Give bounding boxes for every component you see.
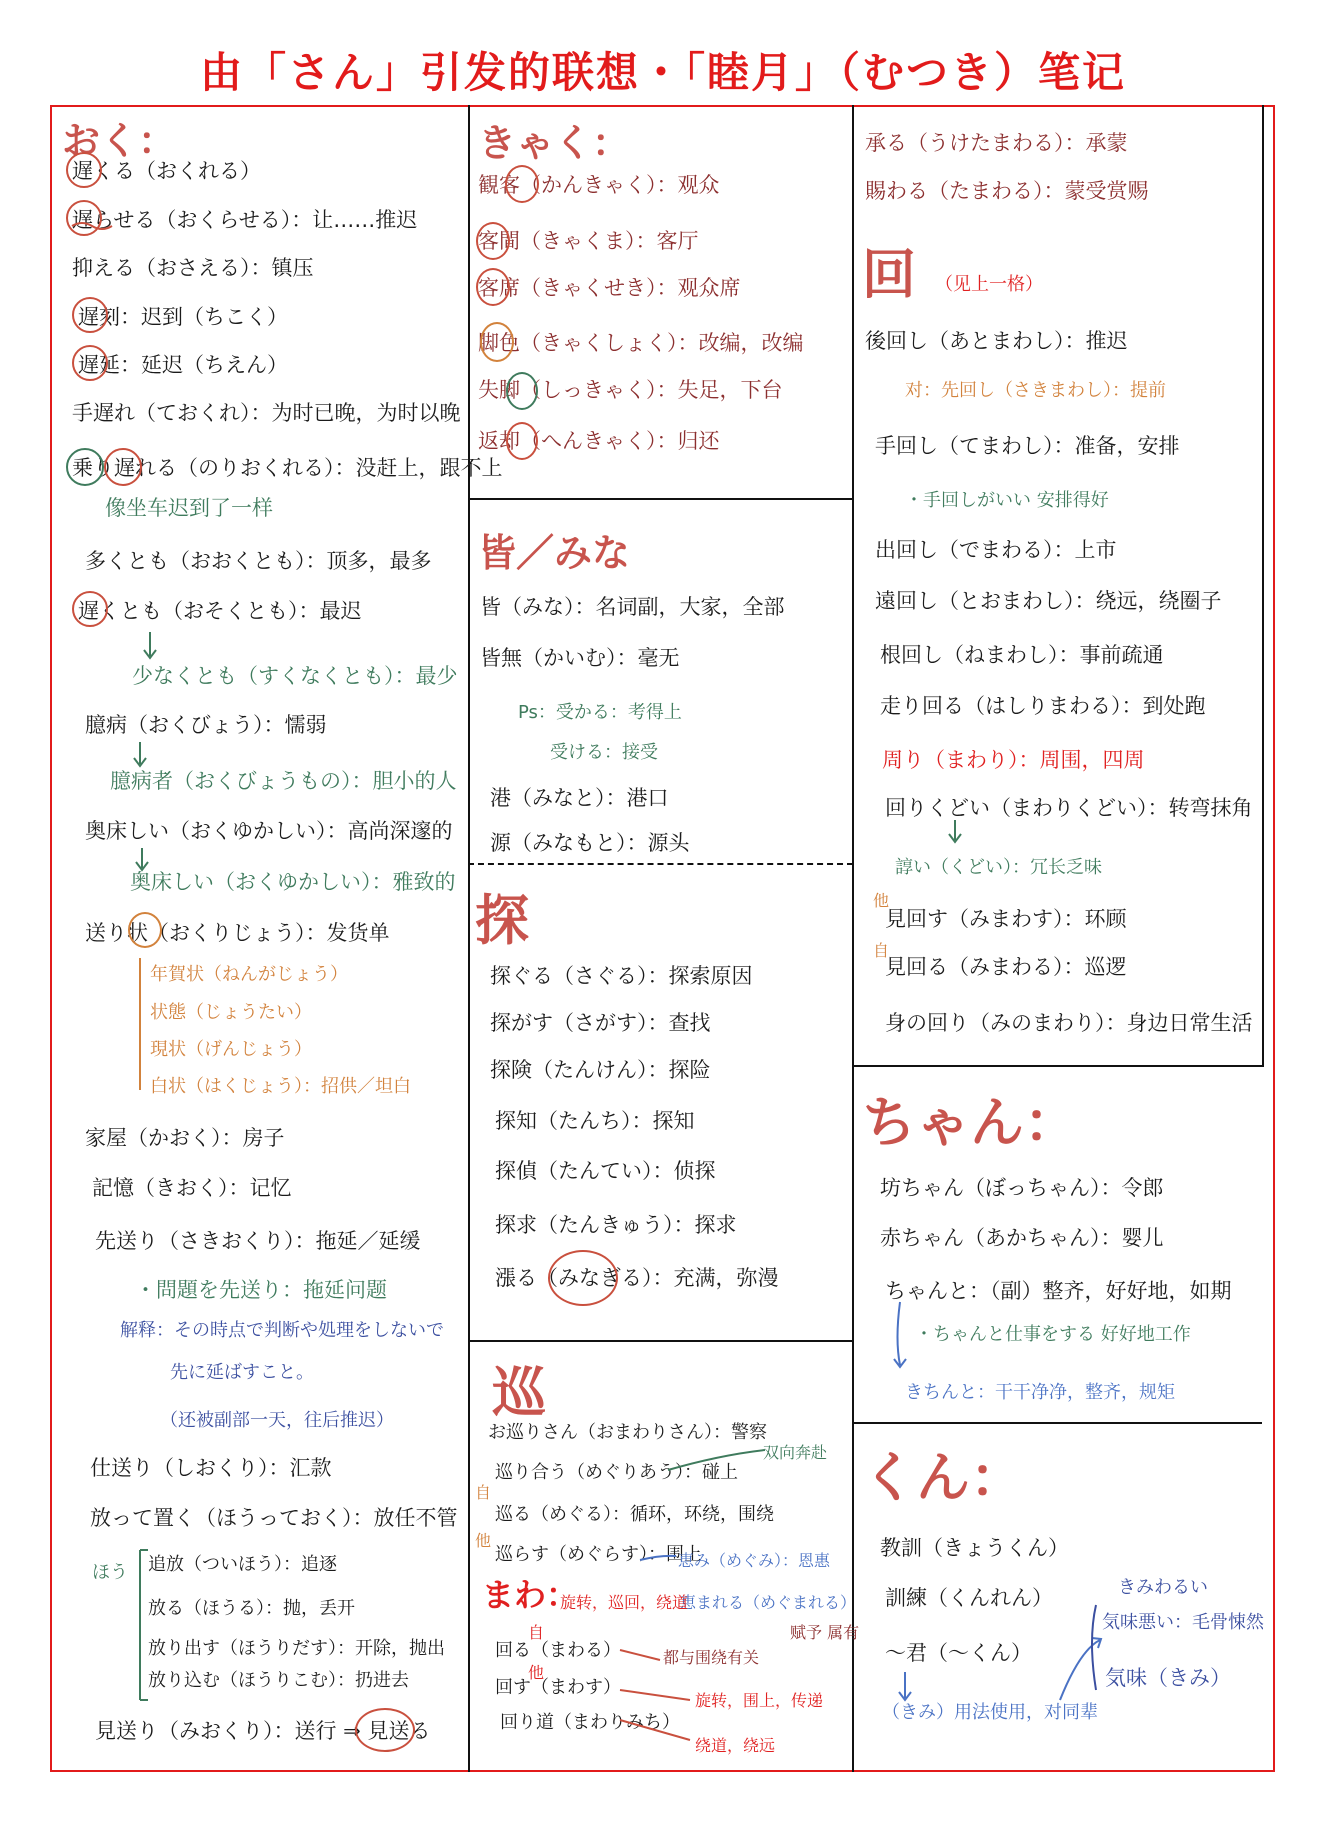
separator-kyaku [468, 498, 853, 500]
divider-col2 [852, 105, 854, 1772]
col3-kun-6: 気味悪い：毛骨悚然 [1102, 1612, 1264, 1633]
circle-mark [506, 422, 538, 460]
col1-line-26: 先に延ばすこと。 [170, 1362, 314, 1383]
col3-kai-2: 对：先回し（さきまわし）：提前 [905, 380, 1166, 401]
col1-line-20: 白状（はくじょう）：招供／坦白 [150, 1076, 411, 1097]
col2-tan-3: 探険（たんけん）：探险 [490, 1058, 711, 1082]
col3-kun-2: 訓練（くんれん） [885, 1586, 1053, 1610]
col2-kyaku-2: 客間（きゃくま）：客厅 [478, 229, 699, 253]
col2-jun-6: 恵み（めぐみ）：恩惠 [678, 1551, 831, 1570]
col1-line-22: 記憶（きおく）：记忆 [92, 1176, 292, 1200]
col2-tan-4: 探知（たんち）：探知 [495, 1109, 695, 1133]
circle-mark [104, 448, 142, 486]
col3-chan-3: ちゃんと：（副）整齐，好好地，如期 [885, 1279, 1232, 1303]
col3-chan-2: 赤ちゃん（あかちゃん）：婴儿 [880, 1226, 1164, 1250]
col2-jun-1: お巡りさん（おまわりさん）：警察 [488, 1422, 767, 1443]
separator-chan [852, 1422, 1262, 1424]
col1-line-27: （还被副部一天，往后推迟） [160, 1410, 394, 1431]
col1-line-14: 奥床しい（おくゆかしい）：高尚深邃的 [85, 819, 453, 843]
col2-mina-2: 皆無（かいむ）：毫无 [480, 646, 680, 670]
col1-line-2: 遅らせる（おくらせる）：让……推迟 [72, 208, 418, 232]
mark-ta-1: 他 [475, 1531, 492, 1550]
circle-mark [66, 200, 102, 236]
col1-line-5: 遅延：延迟（ちえん） [78, 353, 288, 377]
col2-kyaku-5: 失脚（しっきゃく）：失足，下台 [478, 378, 783, 402]
circle-mark [72, 297, 108, 333]
col2-jun-12: 都与围绕有关 [663, 1648, 760, 1667]
col1-line-24: ・問題を先送り：拖延问题 [135, 1278, 387, 1302]
col2-kyaku-3: 客席（きゃくせき）：观众席 [478, 276, 741, 300]
col3-top-1: 承る（うけたまわる）：承蒙 [865, 131, 1128, 155]
col2-kyaku-1: 観客（かんきゃく）：观众 [478, 173, 720, 197]
col2-kyaku-4: 脚色（きゃくしょく）：改编，改编 [478, 331, 804, 355]
col2-kyaku-6: 返却（へんきゃく）：归还 [478, 429, 720, 453]
col3-kai-8: 走り回る（はしりまわる）：到处跑 [880, 694, 1206, 718]
circle-mark [66, 152, 102, 188]
col3-kun-4: （きみ）用法使用，对同辈 [882, 1702, 1098, 1723]
col2-jun-3: 双向奔赴 [763, 1443, 828, 1462]
col1-line-18: 状態（じょうたい） [150, 1002, 312, 1023]
col1-line-3: 抑える（おさえる）：镇压 [72, 256, 314, 280]
col2-jun-2: 巡り合う（めぐりあう）：碰上 [495, 1462, 738, 1483]
col1-line-28: 仕送り（しおくり）：汇款 [90, 1456, 332, 1480]
circle-mark [72, 591, 108, 627]
col1-line-23: 先送り（さきおくり）：拖延／延缓 [95, 1229, 421, 1253]
col3-kun-7: 気味（きみ） [1105, 1666, 1231, 1690]
col1-line-8: 像坐车迟到了一样 [105, 496, 273, 520]
col1-line-32: 放り出す（ほうりだす）：开除，抛出 [148, 1638, 445, 1659]
col1-line-16: 送り状（おくりじょう）：发货单 [85, 921, 390, 945]
col2-jun-5: 巡らす（めぐらす）：围上 [495, 1544, 702, 1565]
col3-kai-7: 根回し（ねまわし）：事前疏通 [880, 643, 1164, 667]
col3-kai-12: 見回す（みまわす）：环顾 [885, 907, 1127, 931]
col2-tan-6: 探求（たんきゅう）：探求 [495, 1213, 737, 1237]
col2-jun-7: 恵まれる（めぐまれる） [680, 1593, 857, 1612]
col1-line-9: 多くとも（おおくとも）：顶多，最多 [85, 549, 432, 573]
col3-kai-9: 周り（まわり）：周围，四周 [882, 748, 1145, 772]
col1-line-30: 追放（ついほう）：追逐 [148, 1554, 337, 1575]
col2-mina-3: Ps：受かる：考得上 [518, 702, 682, 723]
circle-mark [548, 1250, 618, 1306]
col2-tan-1: 探ぐる（さぐる）：探索原因 [490, 964, 753, 988]
heading-kai: 回 [862, 243, 916, 306]
col3-kai-1: 後回し（あとまわし）：推迟 [865, 329, 1128, 353]
col1-line-15: 奥床しい（おくゆかしい）：雅致的 [130, 870, 456, 894]
col3-kun-1: 教訓（きょうくん） [880, 1536, 1069, 1560]
col3-kai-11: 諄い（くどい）：冗长乏味 [895, 857, 1102, 878]
circle-mark [480, 322, 514, 362]
page-title: 由「さん」引发的联想・「睦月」（むつき）笔记 [199, 48, 1126, 97]
col2-mina-1: 皆（みな）：名词副，大家，全部 [480, 595, 785, 619]
side-mark-ji: 自 [873, 941, 890, 960]
col3-chan-4: ・ちゃんと仕事をする 好好地工作 [915, 1324, 1191, 1345]
col1-line-17: 年賀状（ねんがじょう） [150, 964, 348, 985]
circle-mark [505, 165, 539, 203]
col2-jun-14: 旋转，围上，传递 [695, 1691, 824, 1710]
col3-kai-3: 手回し（てまわし）：准备，安排 [875, 434, 1180, 458]
col3-chan-1: 坊ちゃん（ぼっちゃん）：令郎 [880, 1176, 1164, 1200]
col3-kun-3: ～君（～くん） [885, 1641, 1032, 1665]
heading-mina: 皆／みな [478, 531, 631, 575]
col1-line-13: 臆病者（おくびょうもの）：胆小的人 [110, 769, 457, 793]
col1-line-21: 家屋（かおく）：房子 [85, 1126, 285, 1150]
col2-tan-7: 漲る（みなぎる）：充满，弥漫 [495, 1266, 779, 1290]
col1-line-34: 見送り（みおくり）：送行 ⇒ 見送る [95, 1719, 431, 1743]
bracket-label-hou: ほう [92, 1562, 128, 1583]
col1-line-33: 放り込む（ほうりこむ）：扔进去 [148, 1670, 409, 1691]
col3-kai-14: 身の回り（みのまわり）：身边日常生活 [885, 1011, 1253, 1035]
side-mark-ta: 他 [873, 891, 890, 910]
col3-top-2: 賜わる（たまわる）：蒙受赏赐 [865, 179, 1149, 203]
col3-kai-5: 出回し（でまわる）：上市 [875, 538, 1117, 562]
circle-mark [355, 1708, 415, 1752]
circle-mark [476, 222, 510, 260]
col1-line-4: 遅刻：迟到（ちこく） [78, 305, 288, 329]
heading-mawa: まわ： [482, 1576, 579, 1614]
col1-line-31: 放る（ほうる）：抛，丢开 [148, 1598, 355, 1619]
col2-tan-5: 探偵（たんてい）：侦探 [495, 1159, 716, 1183]
circle-mark [476, 268, 510, 306]
col2-jun-9: 回る（まわる） [495, 1640, 621, 1661]
col3-chan-5: きちんと：干干净净，整齐，规矩 [905, 1382, 1175, 1403]
separator-tan [468, 1340, 853, 1342]
col1-line-6: 手遅れ（ておくれ）：为时已晚，为时以晚 [72, 401, 461, 425]
col2-jun-11: 回り道（まわりみち） [500, 1712, 680, 1733]
separator-mina-dashed [468, 863, 853, 865]
separator-kai [852, 1065, 1264, 1067]
kai-subnote: （见上一格） [935, 274, 1043, 295]
col1-line-19: 現状（げんじょう） [150, 1039, 312, 1060]
col1-line-1: 遅くる（おくれる） [72, 159, 261, 183]
circle-mark [506, 372, 538, 410]
col2-mina-5: 港（みなと）：港口 [490, 786, 669, 810]
heading-jun: 巡 [492, 1361, 546, 1424]
col3-kai-10: 回りくどい（まわりくどい）：转弯抹角 [885, 796, 1253, 820]
circle-mark [128, 912, 162, 948]
col2-mina-6: 源（みなもと）：源头 [490, 831, 690, 855]
heading-kyaku: きゃく： [478, 121, 631, 165]
col2-jun-8: 旋转，巡回，绕道 [560, 1593, 689, 1612]
col1-line-12: 臆病（おくびょう）：懦弱 [85, 713, 327, 737]
col1-line-11: 少なくとも（すくなくとも）：最少 [132, 664, 458, 688]
col2-jun-10: 回す（まわす） [495, 1677, 621, 1698]
col3-kai-4: ・手回しがいい 安排得好 [905, 490, 1109, 511]
col2-jun-4: 巡る（めぐる）：循环，环绕，围绕 [495, 1504, 774, 1525]
col3-kai-13: 見回る（みまわる）：巡逻 [885, 955, 1127, 979]
col1-line-25: 解释：その時点で判断や処理をしないで [120, 1320, 444, 1341]
divider-col1 [468, 105, 470, 1772]
heading-kun: くん： [862, 1446, 1024, 1509]
heading-chan: ちゃん： [862, 1091, 1078, 1154]
circle-mark [66, 448, 104, 486]
col2-mina-4: 受ける：接受 [550, 742, 658, 763]
col3-kai-6: 遠回し（とおまわし）：绕远，绕圈子 [875, 589, 1222, 613]
col1-line-29: 放って置く（ほうっておく）：放任不管 [90, 1506, 458, 1530]
col2-jun-13: 赋予 属有 [790, 1623, 860, 1642]
heading-tan: 探 [475, 889, 529, 952]
col2-tan-2: 探がす（さがす）：查找 [490, 1011, 711, 1035]
col3-kun-5: きみわるい [1118, 1577, 1208, 1598]
heading-oku: おく： [62, 119, 177, 163]
mark-ta-2: 他 [528, 1663, 545, 1682]
divider-col3-right [1262, 105, 1264, 1065]
col2-jun-15: 绕道，绕远 [695, 1736, 776, 1755]
col1-line-10: 遅くとも（おそくとも）：最迟 [78, 599, 362, 623]
mark-ji-2: 自 [528, 1623, 545, 1642]
col1-line-7: 乗り遅れる（のりおくれる）：没赶上，跟不上 [72, 456, 503, 480]
circle-mark [72, 345, 108, 381]
mark-ji-1: 自 [475, 1483, 492, 1502]
